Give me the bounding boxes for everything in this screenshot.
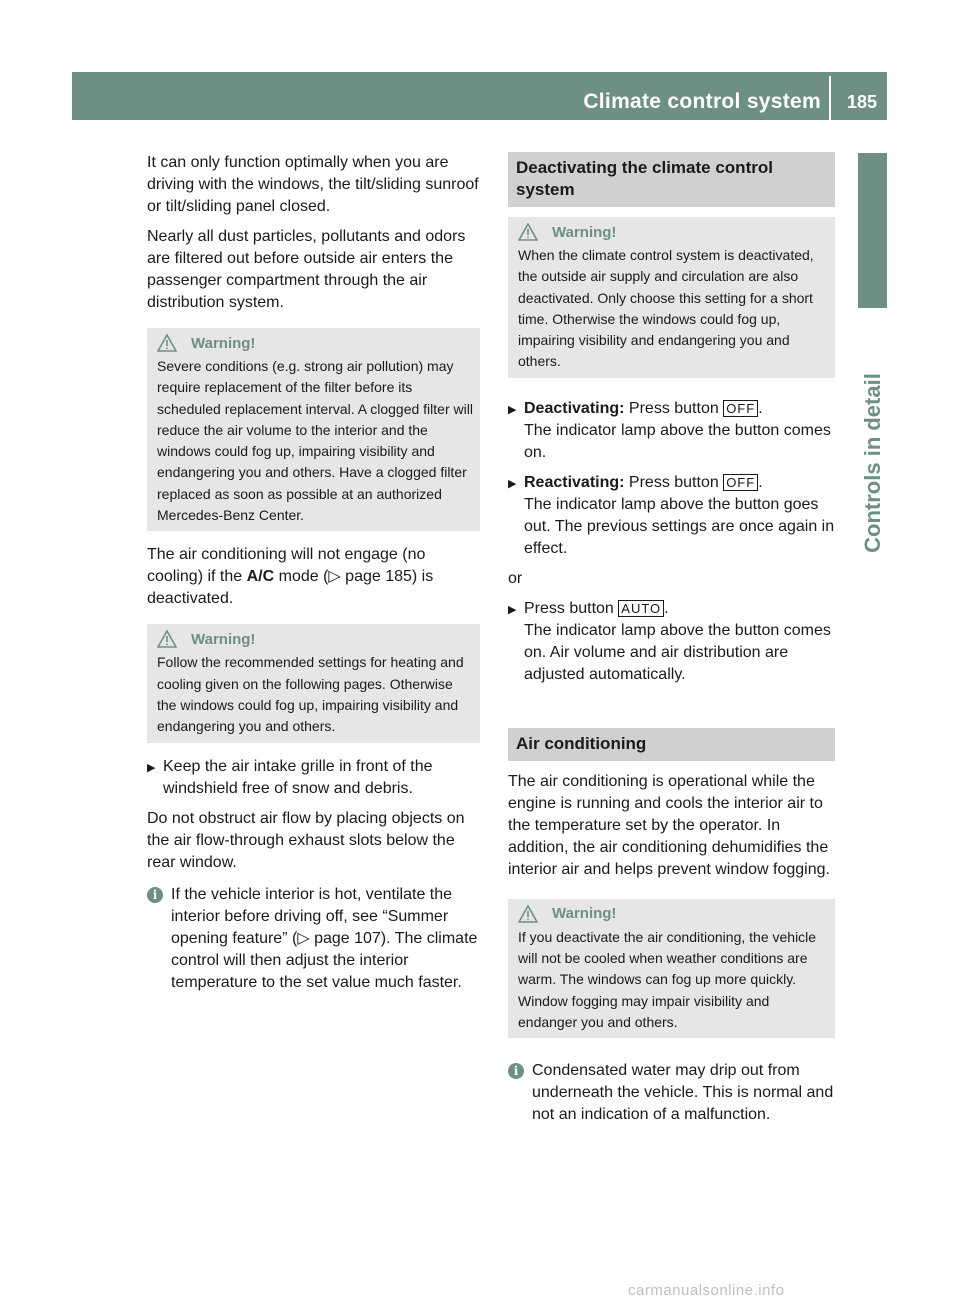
step-result: The indicator lamp above the button goes out. The previous settings are once again in effect. bbox=[524, 495, 835, 557]
page-title: Climate control system bbox=[583, 90, 821, 113]
instruction-step bbox=[147, 756, 480, 800]
text-run: Press button bbox=[624, 399, 724, 417]
step-arrow-icon: ▶ bbox=[508, 603, 517, 616]
section-heading: Air conditioning bbox=[508, 728, 835, 761]
step-text: Deactivating: Press button OFF . The indicator lamp above the button comes on. bbox=[524, 399, 831, 461]
right-column bbox=[508, 152, 835, 1126]
text-run: Press button bbox=[524, 599, 619, 617]
off-button-key[interactable]: OFF bbox=[723, 474, 758, 491]
paragraph: It can only function optimally when you are driving with the windows, the tilt/sliding sunroof or tilt/sliding panel closed. bbox=[147, 154, 479, 215]
warning-text: If you deactivate the air conditioning, the vehicle will not be cooled when weather conditions are warm. The windows can fog up more quickly. Window fogging may impair visibility and endanger you and others. bbox=[518, 928, 817, 1030]
text-run: ) is deactivated. bbox=[147, 568, 434, 608]
header-bar bbox=[72, 72, 887, 120]
watermark: carmanualsonline.info bbox=[628, 1282, 785, 1299]
info-note bbox=[508, 1060, 835, 1126]
text-run: Press button bbox=[624, 473, 724, 491]
paragraph: The air conditioning is operational while the engine is running and cools the interior air to the temperature set by the operator. In addition, the air conditioning dehumidifies the interior air and helps prevent window fogging. bbox=[508, 772, 830, 878]
warning-header bbox=[157, 334, 475, 352]
off-button-key[interactable]: OFF bbox=[723, 400, 758, 417]
paragraph: Nearly all dust particles, pollutants and odors are filtered out before outside air enters the passenger compartment through the air distribution system. bbox=[147, 228, 466, 311]
page-number: 185 bbox=[846, 92, 877, 112]
text-run: mode ( bbox=[274, 568, 329, 586]
step-label: Reactivating: bbox=[524, 473, 625, 491]
step-arrow-icon: ▶ bbox=[508, 403, 517, 416]
side-tab-label bbox=[858, 318, 887, 608]
warning-header bbox=[518, 223, 830, 241]
step-text: Press button AUTO . The indicator lamp above the button comes on. Air volume and air distribution are adjusted automatically. bbox=[524, 599, 831, 683]
info-icon: i bbox=[508, 1063, 524, 1079]
info-icon: i bbox=[147, 887, 163, 903]
step-arrow-icon: ▶ bbox=[508, 477, 517, 490]
info-text bbox=[171, 884, 480, 994]
warning-triangle-icon bbox=[518, 223, 538, 241]
side-tab bbox=[858, 153, 887, 308]
warning-triangle-icon bbox=[157, 630, 177, 648]
warning-triangle-icon bbox=[518, 905, 538, 923]
left-column bbox=[147, 152, 480, 994]
step-label: Deactivating: bbox=[524, 399, 625, 417]
warning-box bbox=[508, 899, 835, 1038]
step-result: The indicator lamp above the button comes on. bbox=[524, 421, 831, 461]
warning-header bbox=[518, 905, 830, 923]
header-divider bbox=[829, 76, 831, 120]
warning-title: Warning! bbox=[191, 334, 256, 352]
warning-text: When the climate control system is deactivated, the outside air supply and circulation are also deactivated. Only choose this setting for a short time. Otherwise the windows could fog up, impairing visibility and endangering you and others. bbox=[518, 247, 814, 370]
paragraph: Do not obstruct air flow by placing objects on the air flow-through exhaust slots below the rear window. bbox=[147, 809, 465, 871]
info-text: Condensated water may drip out from underneath the vehicle. This is normal and not an indication of a malfunction. bbox=[532, 1062, 834, 1124]
page-reference-link[interactable]: ▷ page 107 bbox=[297, 929, 381, 947]
section-heading: Deactivating the climate control system bbox=[508, 152, 835, 207]
instruction-step bbox=[508, 398, 835, 464]
step-arrow-icon: ▶ bbox=[147, 761, 156, 774]
instruction-step bbox=[508, 598, 835, 686]
step-text: Keep the air intake grille in front of the windshield free of snow and debris. bbox=[163, 757, 433, 797]
warning-text: Severe conditions (e.g. strong air pollution) may require replacement of the filter before its scheduled replacement interval. A clogged filter will reduce the air volume to the interior and the windows could fog up, impairing visibility and endangering you and others. Have a clogged filter replaced as soon as possible at an authorized Mercedes-Benz Center. bbox=[157, 358, 473, 524]
warning-box bbox=[147, 624, 480, 742]
step-result: The indicator lamp above the button comes on. Air volume and air distribution are adjusted automatically. bbox=[524, 621, 831, 683]
paragraph bbox=[147, 544, 480, 610]
warning-triangle-icon bbox=[157, 334, 177, 352]
warning-title: Warning! bbox=[191, 630, 256, 648]
or-label: or bbox=[508, 569, 523, 587]
warning-header bbox=[157, 630, 475, 648]
page-reference-link[interactable]: ▷ page 185 bbox=[328, 568, 412, 586]
text-run: ). The climate control will then adjust the interior temperature to the set value much faster. bbox=[171, 929, 478, 991]
info-note bbox=[147, 884, 480, 994]
step-text: Reactivating: Press button OFF . The indicator lamp above the button goes out. The previous settings are once again in effect. bbox=[524, 473, 835, 557]
instruction-step bbox=[508, 472, 835, 560]
warning-box bbox=[147, 328, 480, 531]
text-run: If the vehicle interior is hot, ventilate the interior before driving off, see “Summer opening feature” ( bbox=[171, 885, 453, 947]
auto-button-key[interactable]: AUTO bbox=[618, 600, 664, 617]
warning-box bbox=[508, 217, 835, 378]
text-run: The air conditioning will not engage (no cooling) if the bbox=[147, 546, 426, 586]
warning-text: Follow the recommended settings for heating and cooling given on the following pages. Otherwise the windows could fog up, impairing visibility and endangering you and others. bbox=[157, 654, 464, 735]
warning-title: Warning! bbox=[552, 223, 617, 241]
warning-title: Warning! bbox=[552, 905, 617, 923]
side-tab-label-text: Controls in detail bbox=[859, 373, 885, 553]
ac-mode-label: A/C bbox=[246, 568, 275, 586]
